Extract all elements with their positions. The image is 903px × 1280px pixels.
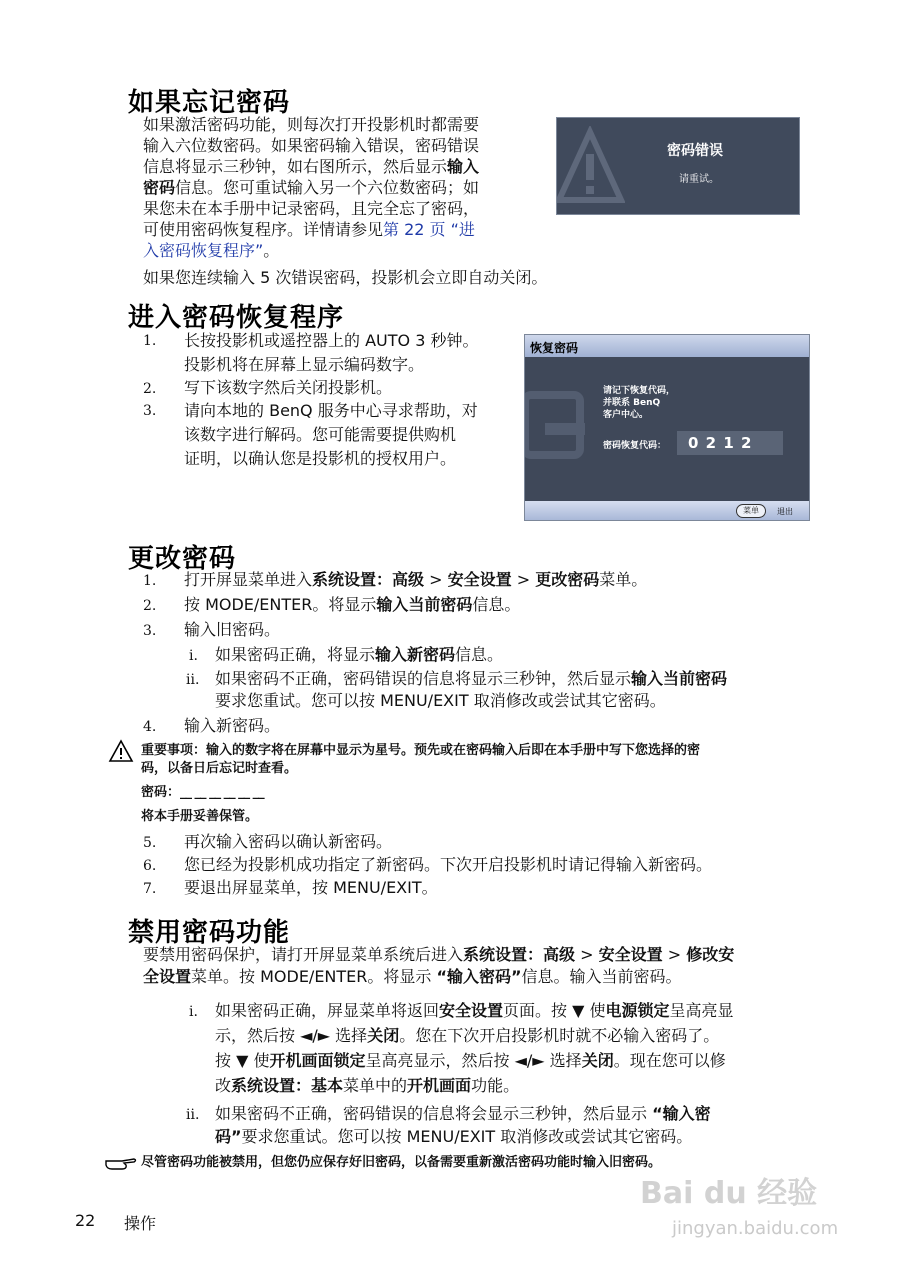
keep-manual-text: 将本手册妥善保管。 bbox=[141, 809, 259, 824]
sublist-number: i. bbox=[189, 1004, 198, 1020]
para-line: 如果激活密码功能，则每次打开投影机时都需要 bbox=[143, 115, 480, 134]
para-line: 输入六位数密码。如果密码输入错误，密码错误 bbox=[143, 136, 480, 155]
sublist-item-text: 示，然后按 ◄/► 选择关闭。您在下次开启投影机时就不必输入密码了。 bbox=[215, 1026, 720, 1045]
disable-paragraph-line: 全设置菜单。按 MODE/ENTER。将显示 “输入密码”信息。输入当前密码。 bbox=[143, 967, 682, 986]
baidu-watermark-brand: Bai du 经验 bbox=[640, 1176, 818, 1211]
lock-icon bbox=[525, 385, 585, 485]
recovery-code: 0 2 1 2 bbox=[688, 434, 753, 452]
list-item-text: 投影机将在屏幕上显示编码数字。 bbox=[184, 355, 425, 374]
baidu-watermark-url: jingyan.baidu.com bbox=[672, 1218, 839, 1239]
para-line: 果您未在本手册中记录密码，且完全忘了密码， bbox=[143, 199, 480, 218]
page-ref-link-cont[interactable]: 入密码恢复程序” bbox=[143, 241, 264, 260]
page-ref-link[interactable]: 第 22 页 “进 bbox=[383, 220, 475, 239]
exit-label: 退出 bbox=[777, 507, 793, 516]
list-item-text: 长按投影机或遥控器上的 AUTO 3 秒钟。 bbox=[184, 331, 479, 350]
section-title-change-password: 更改密码 bbox=[128, 544, 237, 574]
password-blanks: __ __ __ __ __ __ bbox=[180, 785, 264, 800]
page-number: 22 bbox=[75, 1211, 96, 1230]
list-number: 2. bbox=[143, 381, 157, 397]
list-number: 3. bbox=[143, 403, 157, 419]
list-number: 7. bbox=[143, 881, 157, 897]
menu-button[interactable]: 菜单 bbox=[736, 504, 766, 518]
list-number: 2. bbox=[143, 598, 157, 614]
list-item-text: 输入旧密码。 bbox=[184, 620, 281, 639]
sublist-item-text: 如果密码正确，屏显菜单将返回安全设置页面。按 ▼ 使电源锁定呈高亮显 bbox=[215, 1001, 734, 1020]
sublist-item-text: 码”要求您重试。您可以按 MENU/EXIT 取消修改或尝试其它密码。 bbox=[215, 1127, 693, 1146]
sublist-number: i. bbox=[189, 648, 198, 664]
footer-section-name: 操作 bbox=[124, 1214, 157, 1233]
list-number: 4. bbox=[143, 719, 157, 735]
para-line: 可使用密码恢复程序。详情请参见第 22 页 “进 bbox=[143, 220, 475, 239]
para-line: 入密码恢复程序”。 bbox=[143, 241, 280, 260]
screen-error-title: 密码错误 bbox=[667, 143, 723, 159]
disable-paragraph-line: 要禁用密码保护，请打开屏显菜单系统后进入系统设置：高级 > 安全设置 > 修改安 bbox=[143, 945, 735, 964]
auto-shutdown-note: 如果您连续输入 5 次错误密码，投影机会立即自动关闭。 bbox=[143, 268, 548, 287]
recovery-code-label: 密码恢复代码： bbox=[603, 441, 667, 451]
sublist-item-text: 要求您重试。您可以按 MENU/EXIT 取消修改或尝试其它密码。 bbox=[215, 691, 666, 710]
para-line: 密码信息。您可重试输入另一个六位数密码；如 bbox=[143, 178, 480, 197]
sublist-number: ii. bbox=[186, 672, 200, 688]
warning-text: 重要事项：输入的数字将在屏幕中显示为星号。预先或在密码输入后即在本手册中写下您选择的密 bbox=[141, 743, 701, 758]
list-item-text: 再次输入密码以确认新密码。 bbox=[184, 832, 393, 851]
note-text: 尽管密码功能被禁用，但您仍应保存好旧密码，以备需要重新激活密码功能时输入旧密码。 bbox=[141, 1155, 662, 1170]
section-title-disable-password: 禁用密码功能 bbox=[128, 918, 291, 948]
recovery-msg-line: 请记下恢复代码， bbox=[603, 386, 676, 396]
password-error-screen bbox=[556, 117, 800, 215]
list-item-text: 输入新密码。 bbox=[184, 716, 281, 735]
recovery-msg-line: 客户中心。 bbox=[603, 410, 649, 420]
sublist-item-text: 改系统设置：基本菜单中的开机画面功能。 bbox=[215, 1076, 520, 1095]
list-number: 1. bbox=[143, 573, 157, 589]
list-number: 6. bbox=[143, 858, 157, 874]
section-title-forgot-password: 如果忘记密码 bbox=[128, 88, 291, 118]
list-item-text: 打开屏显菜单进入系统设置：高级 > 安全设置 > 更改密码菜单。 bbox=[184, 570, 648, 589]
para-line: 信息将显示三秒钟，如右图所示，然后显示输入 bbox=[143, 157, 480, 176]
password-record-line: 密码：__ __ __ __ __ __ bbox=[141, 785, 264, 800]
recovery-msg-line: 并联系 BenQ bbox=[603, 398, 661, 408]
list-item-text: 该数字进行解码。您可能需要提供购机 bbox=[184, 425, 457, 444]
screen-header-title: 恢复密码 bbox=[530, 341, 579, 355]
list-item-text: 请向本地的 BenQ 服务中心寻求帮助，对 bbox=[184, 401, 478, 420]
sublist-item-text: 如果密码正确，将显示输入新密码信息。 bbox=[215, 645, 504, 664]
list-item-text: 证明，以确认您是投影机的授权用户。 bbox=[184, 449, 457, 468]
section-title-recovery: 进入密码恢复程序 bbox=[128, 303, 345, 333]
warning-text: 码，以备日后忘记时查看。 bbox=[141, 761, 298, 776]
sublist-item-text: 按 ▼ 使开机画面锁定呈高亮显示，然后按 ◄/► 选择关闭。现在您可以修 bbox=[215, 1051, 726, 1070]
screen-footer bbox=[525, 501, 809, 520]
sublist-item-text: 如果密码不正确，密码错误的信息将会显示三秒钟，然后显示 “输入密 bbox=[215, 1104, 711, 1123]
pointing-hand-icon bbox=[104, 1153, 138, 1173]
list-item-text: 您已经为投影机成功指定了新密码。下次开启投影机时请记得输入新密码。 bbox=[184, 855, 713, 874]
sublist-number: ii. bbox=[186, 1107, 200, 1123]
recovery-password-screen bbox=[524, 334, 810, 521]
list-item-text: 按 MODE/ENTER。将显示输入当前密码信息。 bbox=[184, 595, 521, 614]
warning-icon bbox=[108, 739, 134, 763]
list-item-text: 写下该数字然后关闭投影机。 bbox=[184, 378, 393, 397]
screen-error-sub: 请重试。 bbox=[679, 174, 719, 185]
list-number: 3. bbox=[143, 623, 157, 639]
warning-triangle-icon bbox=[556, 126, 625, 206]
list-item-text: 要退出屏显菜单，按 MENU/EXIT。 bbox=[184, 878, 438, 897]
list-number: 1. bbox=[143, 333, 157, 349]
list-number: 5. bbox=[143, 835, 157, 851]
sublist-item-text: 如果密码不正确，密码错误的信息将显示三秒钟，然后显示输入当前密码 bbox=[215, 669, 728, 688]
